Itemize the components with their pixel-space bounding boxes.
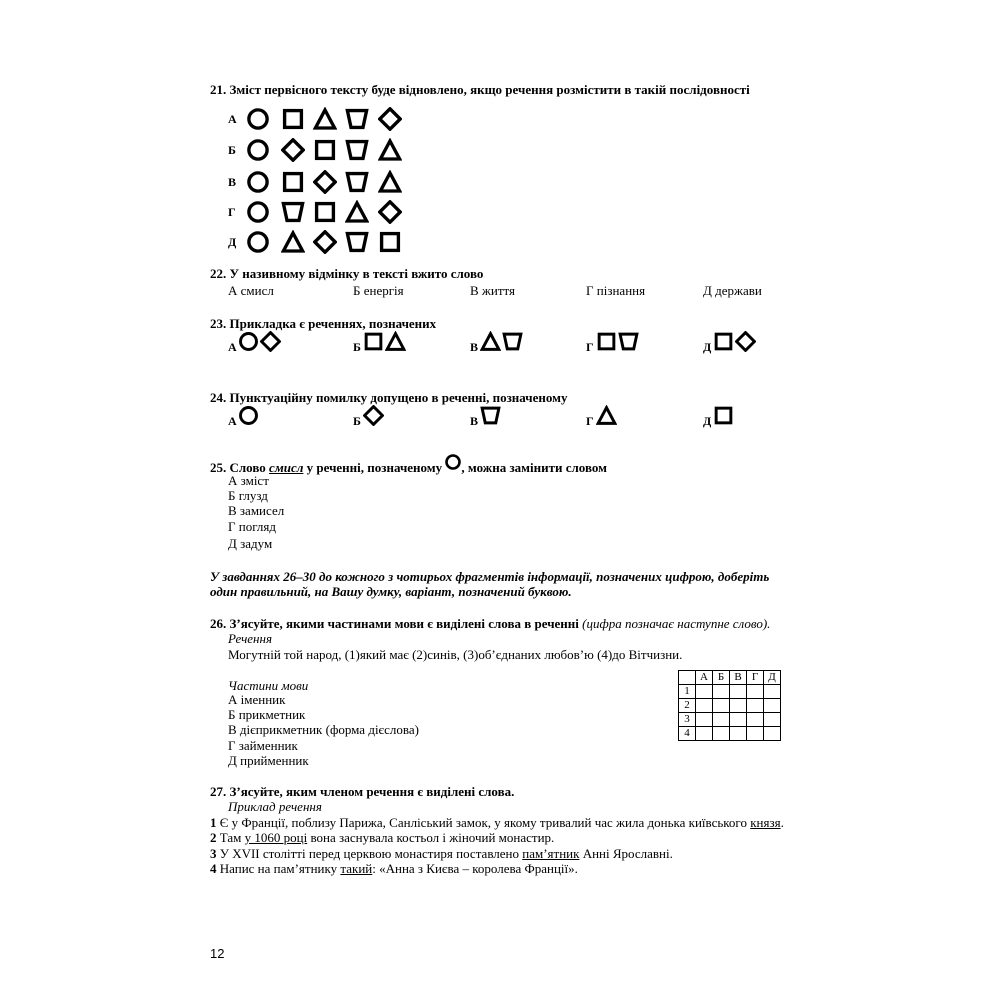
circle-icon [246,170,270,194]
square-icon [281,107,305,131]
grid-row [679,727,781,741]
square-shape [713,405,734,426]
grid-answer-cell[interactable] [713,727,730,741]
q25-option-v[interactable]: В замисел [228,503,285,518]
grid-row-header: 3 [679,713,696,727]
q26-option-g[interactable]: Г займенник [228,738,298,753]
grid-column-header: Д [764,671,781,685]
diamond-shape [260,331,281,352]
circle-shape [246,230,270,254]
grid-answer-cell[interactable] [713,699,730,713]
q27-sentence-number: 2 [210,830,217,845]
grid-answer-cell[interactable] [713,713,730,727]
diamond-icon [735,331,756,352]
q27-sentence-text: У XVII столітті перед церквою монастиря поставлено [216,846,523,861]
circle-icon [238,331,259,352]
grid-answer-cell[interactable] [696,685,713,699]
grid-answer-cell[interactable] [764,727,781,741]
square-icon [313,138,337,162]
diamond-icon [378,107,402,131]
grid-answer-cell[interactable] [747,685,764,699]
circle-shape [238,405,259,426]
grid-answer-cell[interactable] [764,685,781,699]
grid-answer-cell[interactable] [747,699,764,713]
q27-title: 27. З’ясуйте, яким членом речення є виділені слова. [210,784,515,799]
triangle-shape [345,200,369,224]
square-icon [596,331,617,352]
triangle-shape [378,138,402,162]
grid-row [679,713,781,727]
square-shape [313,200,337,224]
q24-option-label: А [228,414,237,428]
grid-row [679,699,781,713]
circle-shape [246,200,270,224]
grid-column-header: В [730,671,747,685]
q22-option-b[interactable]: Б енергія [353,283,404,298]
circle-shape [246,170,270,194]
q21-option-label: В [228,175,237,189]
square-icon [713,331,734,352]
grid-column-header: А [696,671,713,685]
trapezoid-shape [281,200,305,224]
q25-option-g[interactable]: Г погляд [228,519,276,534]
square-shape [363,331,384,352]
q25-title-suffix: , можна замінити словом [461,460,608,475]
q27-highlighted-word: у 1060 році [244,830,308,845]
q27-sentence [210,861,578,877]
q27-sentence-number: 4 [210,861,217,876]
q25-title [210,456,607,476]
q24-option-label: Г [586,414,594,428]
q25-circle-icon [445,454,461,470]
grid-answer-cell[interactable] [730,699,747,713]
q27-sentence-text: вона заснувала костьол і жіночий монастир. [307,830,555,845]
triangle-icon [281,230,305,254]
instruction-line-1: У завданнях 26–30 до кожного з чотирьох фрагментів інформації, позначених цифрою, доберіть [210,569,770,584]
square-icon [363,331,384,352]
q27-example-label: Приклад речення [228,799,322,814]
grid-column-header: Г [747,671,764,685]
diamond-icon [260,331,281,352]
grid-answer-cell[interactable] [764,699,781,713]
triangle-shape [313,107,337,131]
q23-option-label: А [228,340,237,354]
q27-sentence [210,846,673,862]
circle-icon [246,230,270,254]
triangle-icon [345,200,369,224]
triangle-shape [281,230,305,254]
q25-title-prefix: 25. Слово [210,460,270,475]
square-shape [281,107,305,131]
diamond-icon [281,138,305,162]
q27-sentence [210,815,784,831]
q26-option-v[interactable]: В дієприкметник (форма дієслова) [228,722,419,737]
diamond-shape [378,200,402,224]
trapezoid-shape [480,405,501,426]
grid-row [679,685,781,699]
grid-row-header: 4 [679,727,696,741]
triangle-icon [596,405,617,426]
trapezoid-shape [502,331,523,352]
trapezoid-icon [345,138,369,162]
q27-sentence-text: : «Анна з Києва – королева Франції». [372,861,578,876]
grid-answer-cell[interactable] [730,727,747,741]
triangle-shape [385,331,406,352]
grid-column-header: Б [713,671,730,685]
square-icon [378,230,402,254]
trapezoid-icon [480,405,501,426]
trapezoid-shape [345,138,369,162]
q24-option-label: В [470,414,479,428]
diamond-icon [313,170,337,194]
q22-title: 22. У називному відмінку в тексті вжито слово [210,266,484,281]
q27-highlighted-word: такий [340,861,373,876]
square-shape [713,331,734,352]
q22-option-a[interactable]: А смисл [228,283,274,298]
triangle-shape [378,170,402,194]
diamond-icon [378,200,402,224]
trapezoid-icon [502,331,523,352]
trapezoid-icon [345,107,369,131]
grid-header-row [679,671,781,685]
square-shape [378,230,402,254]
q23-title: 23. Прикладка є реченнях, позначених [210,316,437,331]
triangle-shape [480,331,501,352]
square-icon [281,170,305,194]
triangle-icon [385,331,406,352]
q21-option-label: А [228,112,237,126]
grid-answer-cell[interactable] [747,713,764,727]
q24-option-label: Д [703,414,712,428]
diamond-shape [363,405,384,426]
grid-answer-cell[interactable] [696,713,713,727]
q21-option-label: Г [228,205,236,219]
circle-icon [238,405,259,426]
q26-sentence: Могутній той народ, (1)який має (2)синів, (3)об’єднаних любов’ю (4)до Вітчизни. [228,647,683,662]
q24-title: 24. Пунктуаційну помилку допущено в реченні, позначеному [210,390,568,405]
diamond-icon [313,230,337,254]
answer-grid-table [678,670,781,741]
grid-answer-cell[interactable] [764,713,781,727]
diamond-shape [313,230,337,254]
q25-title-mid: у реченні, позначеному [303,460,446,475]
q27-sentence [210,830,554,846]
page-number: 12 [210,946,225,961]
q27-highlighted-word: князя [750,815,781,830]
q27-sentence-text: Там [216,830,245,845]
q27-highlighted-word: пам’ятник [522,846,580,861]
grid-corner-cell [679,671,696,685]
q23-option-label: Д [703,340,712,354]
diamond-shape [735,331,756,352]
q26-title [210,616,770,632]
q22-option-d[interactable]: Д держави [703,283,762,298]
q21-title: 21. Зміст первісного тексту буде відновлено, якщо речення розмістити в такій послідовності [210,82,750,97]
grid-answer-cell[interactable] [730,685,747,699]
trapezoid-icon [345,170,369,194]
triangle-icon [480,331,501,352]
q21-option-label: Д [228,235,237,249]
triangle-icon [378,170,402,194]
grid-row-header: 2 [679,699,696,713]
trapezoid-icon [618,331,639,352]
grid-answer-cell[interactable] [713,685,730,699]
trapezoid-shape [345,230,369,254]
q27-sentence-text: Напис на пам’ятнику [216,861,341,876]
diamond-shape [281,138,305,162]
instruction-line-2: один правильний, на Вашу думку, варіант, позначений буквою. [210,584,572,599]
grid-answer-cell[interactable] [696,699,713,713]
q25-title-word: смисл [269,460,304,475]
q21-option-label: Б [228,143,236,157]
trapezoid-icon [345,230,369,254]
grid-row-header: 1 [679,685,696,699]
circle-shape [246,107,270,131]
q26-sentence-label: Речення [228,631,272,646]
grid-answer-cell[interactable] [730,713,747,727]
q27-sentence-text: Є у Франції, поблизу Парижа, Санліський замок, у якому тривалий час жила донька київського [216,815,751,830]
triangle-shape [596,405,617,426]
q23-option-label: Б [353,340,361,354]
q22-option-g[interactable]: Г пізнання [586,283,646,298]
square-shape [281,170,305,194]
q27-sentence-text: Анні Ярославні. [579,846,673,861]
grid-answer-cell[interactable] [747,727,764,741]
circle-shape [238,331,259,352]
q27-sentence-number: 3 [210,846,217,861]
square-icon [313,200,337,224]
q27-sentence-number: 1 [210,815,217,830]
q25-option-b[interactable]: Б глузд [228,488,268,503]
trapezoid-shape [618,331,639,352]
square-shape [313,138,337,162]
q26-parts-label: Частини мови [228,678,309,693]
circle-icon [246,107,270,131]
trapezoid-shape [345,107,369,131]
grid-answer-cell[interactable] [696,727,713,741]
triangle-icon [378,138,402,162]
trapezoid-shape [345,170,369,194]
diamond-icon [363,405,384,426]
trapezoid-icon [281,200,305,224]
q26-option-d[interactable]: Д прийменник [228,753,309,768]
q26-option-a[interactable]: А іменник [228,692,286,707]
q24-option-label: Б [353,414,361,428]
q26-title-italic: (цифра позначає наступне слово). [578,616,771,631]
diamond-shape [313,170,337,194]
square-shape [596,331,617,352]
circle-icon [246,200,270,224]
circle-shape [246,138,270,162]
circle-icon [246,138,270,162]
triangle-icon [313,107,337,131]
q26-option-b[interactable]: Б прикметник [228,707,306,722]
square-icon [713,405,734,426]
q23-option-label: Г [586,340,594,354]
q27-sentence-text: . [780,815,784,830]
q25-option-a[interactable]: А зміст [228,473,269,488]
answer-grid [678,670,781,741]
q26-title-bold: 26. З’ясуйте, якими частинами мови є виділені слова в реченні [210,616,579,631]
q22-option-v[interactable]: В життя [470,283,516,298]
q23-option-label: В [470,340,479,354]
q25-option-d[interactable]: Д задум [228,536,273,551]
diamond-shape [378,107,402,131]
